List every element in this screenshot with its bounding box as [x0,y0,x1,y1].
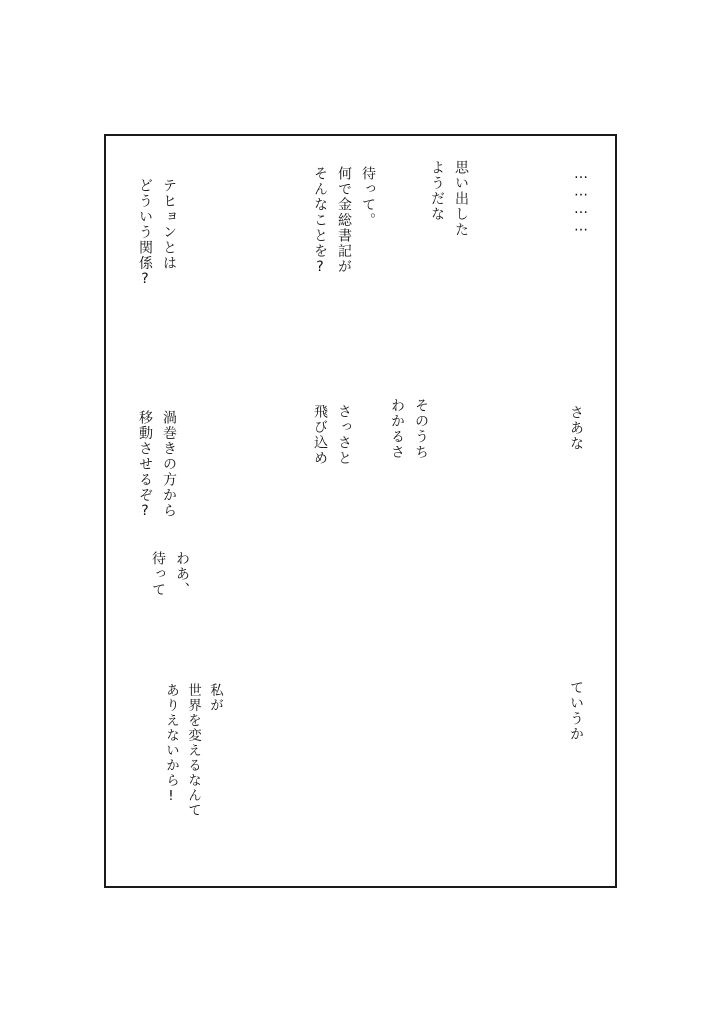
speech-sassato: さっさと 飛び込め [312,404,352,466]
speech-sonouchi: そのうち わかるさ [389,398,429,460]
speech-matte-nande: 待って。 何で金総書記が そんなことを? [312,166,376,277]
speech-teiuka: ていうか [568,680,584,742]
speech-watashiga: 私が 世界を変えるなんて ありえないから! [163,683,223,818]
speech-waa-matte: わあ、 待って [150,551,190,598]
speech-omoidashita: 思い出した ようだな [429,160,469,238]
speech-tehyon: テヒョンとは どういう関係? [137,178,177,289]
speech-ellipsis: ………… [573,166,589,236]
speech-uzumaki: 渦巻きの方から 移動させるぞ? [137,410,177,521]
speech-sana: さあな [568,405,584,452]
